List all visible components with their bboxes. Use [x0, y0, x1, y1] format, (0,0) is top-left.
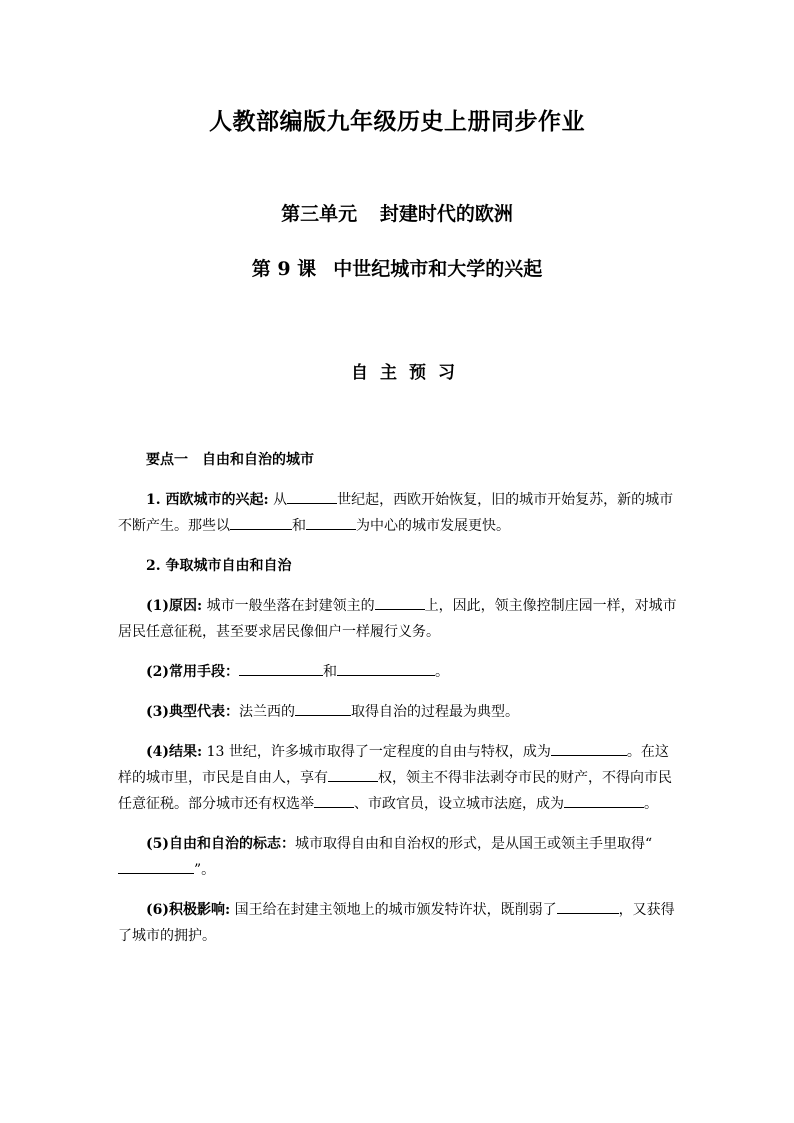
sub-label: (1)原因:	[146, 598, 203, 614]
blank-field[interactable]	[557, 897, 619, 914]
unit-name: 封建时代的欧洲	[379, 203, 513, 225]
text: 世纪起，西欧开始恢复，旧的城市开始复苏，新的城市不断产生。那些以	[118, 492, 674, 534]
text: 取得自治的过程最为典型。	[351, 704, 519, 720]
blank-field[interactable]	[306, 513, 356, 530]
blank-field[interactable]	[328, 765, 378, 782]
blank-field[interactable]	[314, 791, 354, 808]
text: 。	[435, 664, 449, 680]
blank-field[interactable]	[230, 513, 292, 530]
text: 为中心的城市发展更快。	[356, 518, 510, 534]
lesson-number: 第 9 课	[251, 258, 317, 280]
question-2-heading: 2. 争取城市自由和自治	[146, 558, 292, 574]
text: 法兰西的	[239, 704, 295, 720]
question-1-label: 1. 西欧城市的兴起:	[146, 492, 269, 508]
blank-field[interactable]	[564, 791, 644, 808]
text: 国王给在封建主领地上的城市颁发特许状，既削弱了	[230, 902, 557, 918]
point-heading: 要点一 自由和自治的城市	[146, 452, 314, 468]
section-title: 自主预习	[351, 363, 467, 383]
question-2-5	[118, 831, 678, 883]
text: 、市政官员，设立城市法庭，成为	[354, 796, 564, 812]
text: 。	[644, 796, 658, 812]
text: ，又获得了城市的拥护。	[118, 902, 675, 944]
question-2-3	[118, 699, 678, 725]
text: 。在这样的城市里，市民是自由人，享有	[118, 744, 669, 786]
unit-number: 第三单元	[281, 203, 358, 225]
question-1	[118, 487, 678, 539]
question-2-4	[118, 739, 678, 817]
question-2-2	[118, 659, 678, 685]
text: 上，因此，领主像控制庄园一样，对城市居民任意征税，甚至要求居民像佃户一样履行义务。	[118, 598, 677, 640]
sub-label: (4)结果:	[146, 744, 203, 760]
blank-field[interactable]	[287, 487, 337, 504]
text: 城市一般坐落在封建领主的	[202, 598, 375, 614]
text: 从	[268, 492, 288, 508]
question-2-6	[118, 897, 678, 949]
exercise-content	[118, 447, 678, 963]
blank-field[interactable]	[551, 739, 627, 756]
text: 权，领主不得非法剥夺市民的财产，不得向市民任意征税。部分城市还有权选举	[118, 770, 672, 812]
text: 城市取得自由和自治权的形式，是从国王或领主手里取得“	[295, 836, 653, 852]
lesson-name: 中世纪城市和大学的兴起	[333, 258, 543, 280]
page-title: 人教部编版九年级历史上册同步作业	[209, 108, 585, 135]
text: 和	[292, 518, 306, 534]
sub-label: (6)积极影响:	[146, 902, 231, 918]
blank-field[interactable]	[375, 593, 425, 610]
sub-label: (2)常用手段：	[146, 664, 239, 680]
sub-label: (5)自由和自治的标志：	[146, 836, 295, 852]
text: 13 世纪，许多城市取得了一定程度的自由与特权，成为	[202, 744, 551, 760]
unit-title	[0, 199, 794, 226]
blank-field[interactable]	[295, 699, 351, 716]
text: ”。	[194, 862, 216, 878]
sub-label: (3)典型代表：	[146, 704, 239, 720]
blank-field[interactable]	[118, 857, 194, 874]
question-2-1	[118, 593, 678, 645]
blank-field[interactable]	[337, 659, 435, 676]
blank-field[interactable]	[239, 659, 323, 676]
text: 和	[323, 664, 337, 680]
lesson-title	[0, 254, 794, 281]
